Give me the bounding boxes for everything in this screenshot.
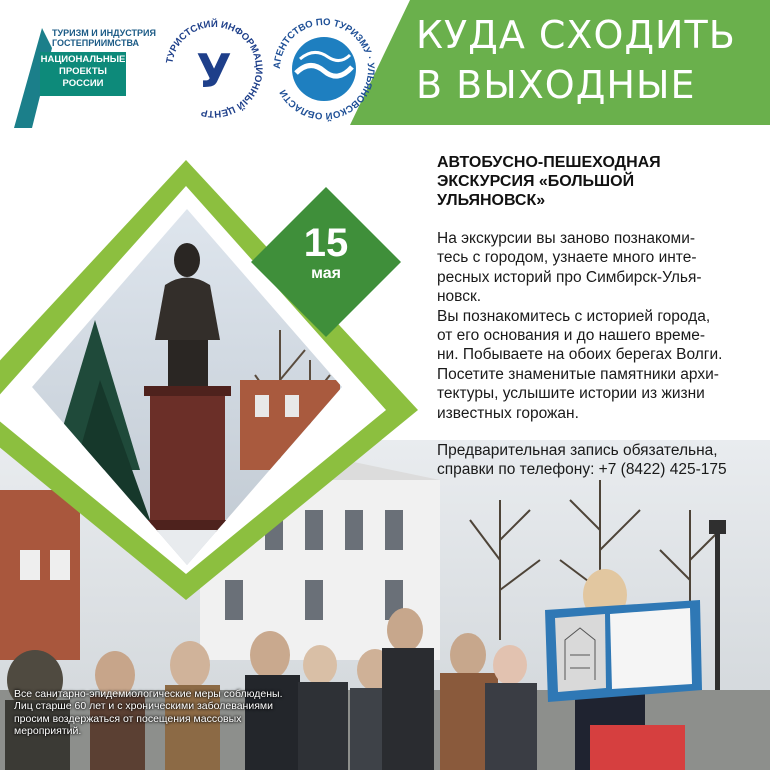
safety-disclaimer: Все санитарно-эпидемиологические меры соблюдены. Лиц старше 60 лет и с хроническими заболеваниями просим воздержаться от посещения массовых мероприятий. [14, 688, 283, 738]
headline-line-2: В ВЫХОДНЫЕ [416, 63, 696, 107]
national-projects-tagline: ТУРИЗМ И ИНДУСТРИЯ ГОСТЕПРИИМСТВА [52, 28, 156, 48]
booking-note: Предварительная запись обязательна, [437, 442, 718, 460]
tic-ring-text: ТУРИСТСКИЙ ИНФОРМАЦИОННЫЙ ЦЕНТР [164, 18, 265, 120]
description-line: известных горожан. [437, 404, 579, 422]
description-line: ресных историй про Симбирск-Улья- [437, 268, 702, 286]
headline-line-1: КУДА СХОДИТЬ [416, 13, 736, 57]
description-line: тесь с городом, узнаете много инте- [437, 249, 697, 267]
tourism-agency-logo [270, 15, 378, 123]
national-projects-badge: НАЦИОНАЛЬНЫЕ ПРОЕКТЫ РОССИИ [40, 52, 126, 96]
event-day: 15 [303, 221, 349, 265]
header [0, 0, 770, 140]
agency-ring-text: АГЕНТСТВО ПО ТУРИЗМУ · УЛЬЯНОВСКОЙ ОБЛАСТИ [271, 16, 377, 122]
tourist-info-center-logo [160, 15, 268, 123]
tic-monogram: У [196, 44, 232, 98]
description-line: от его основания и до нашего време- [437, 327, 706, 345]
description-line: тектуры, услышите истории из жизни [437, 385, 705, 403]
description-line: На экскурсии вы заново познакоми- [437, 230, 696, 247]
description-line: новск. [437, 288, 482, 306]
description-line: ни. Побываете на обоих берегах Волги. [437, 346, 723, 364]
description-line: Посетите знаменитые памятники архи- [437, 365, 719, 383]
headline [416, 10, 756, 110]
event-month: мая [311, 265, 341, 282]
booking-phone: справки по телефону: +7 (8422) 425-175 [437, 461, 727, 479]
description-line: Вы познакомитесь с историей города, [437, 307, 711, 325]
tour-title: АВТОБУСНО-ПЕШЕХОДНАЯ ЭКСКУРСИЯ «БОЛЬШОЙ УЛЬЯНОВСК» [437, 154, 661, 209]
tour-description [437, 229, 755, 480]
